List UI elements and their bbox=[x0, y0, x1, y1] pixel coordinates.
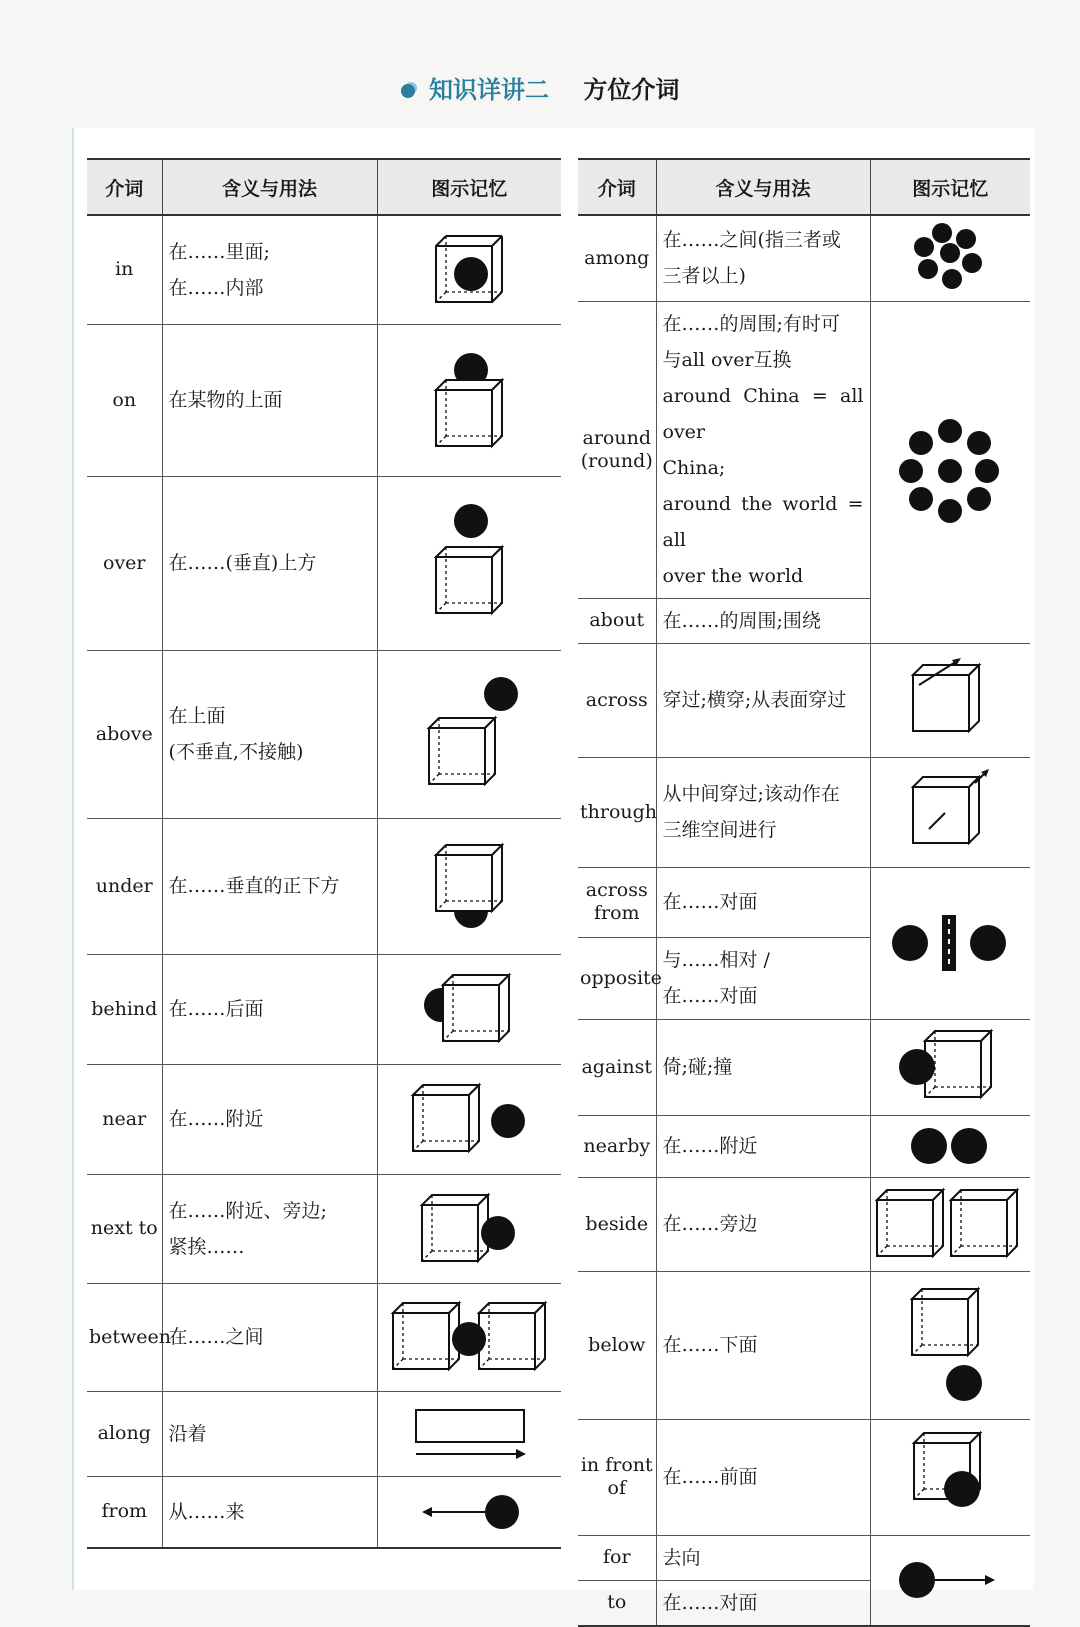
meaning-cell: 与……相对 / 在……对面 bbox=[656, 937, 870, 1019]
meaning-cell: 从……来 bbox=[162, 1476, 377, 1548]
header-icon: 图示记忆 bbox=[870, 159, 1030, 215]
preposition-table-right bbox=[578, 158, 1030, 1627]
prep-label: through bbox=[578, 757, 656, 867]
prep-label: from bbox=[87, 1476, 162, 1548]
illustration-among bbox=[870, 215, 1030, 301]
table-row bbox=[87, 324, 561, 476]
prep-label: behind bbox=[87, 954, 162, 1064]
ball-icon bbox=[454, 504, 488, 538]
illustration-behind bbox=[377, 954, 561, 1064]
table-row bbox=[87, 954, 561, 1064]
table-row bbox=[87, 476, 561, 650]
meaning-cell: 在……后面 bbox=[162, 954, 377, 1064]
table-row bbox=[87, 1174, 561, 1283]
meaning-cell: 在……下面 bbox=[656, 1271, 870, 1419]
meaning-cell: 去向 bbox=[656, 1535, 870, 1580]
meaning-cell: 在上面 (不垂直,不接触) bbox=[162, 650, 377, 818]
ball-icon bbox=[899, 1049, 935, 1085]
ball-icon bbox=[491, 1104, 525, 1138]
table-row bbox=[87, 1283, 561, 1391]
prep-label: beside bbox=[578, 1177, 656, 1271]
table-row bbox=[578, 1271, 1030, 1419]
ball-icon bbox=[481, 1216, 515, 1250]
prep-label: around (round) bbox=[578, 301, 656, 598]
meaning-cell: 在……之间(指三者或 三者以上) bbox=[656, 215, 870, 301]
table-row bbox=[578, 301, 1030, 598]
header-meaning: 含义与用法 bbox=[656, 159, 870, 215]
illustration-around bbox=[870, 301, 1030, 643]
illustration-from bbox=[377, 1476, 561, 1548]
meaning-cell: 在……垂直的正下方 bbox=[162, 818, 377, 954]
table-row bbox=[578, 215, 1030, 301]
illustration-against bbox=[870, 1019, 1030, 1115]
prep-label: in bbox=[87, 215, 162, 324]
table-row bbox=[578, 643, 1030, 757]
meaning-cell: 在……附近 bbox=[656, 1115, 870, 1177]
table-row bbox=[578, 1535, 1030, 1580]
ball-icon bbox=[454, 257, 488, 291]
ball-icon bbox=[452, 1322, 486, 1356]
prep-label: between bbox=[87, 1283, 162, 1391]
meaning-cell: 在……之间 bbox=[162, 1283, 377, 1391]
prep-label: near bbox=[87, 1064, 162, 1174]
illustration-opposite bbox=[870, 867, 1030, 1019]
meaning-cell: 在……附近、旁边; 紧挨…… bbox=[162, 1174, 377, 1283]
illustration-in bbox=[377, 215, 561, 324]
table-row bbox=[87, 215, 561, 324]
illustration-between bbox=[377, 1283, 561, 1391]
illustration-nearby bbox=[870, 1115, 1030, 1177]
header-meaning: 含义与用法 bbox=[162, 159, 377, 215]
meaning-cell: 在……对面 bbox=[656, 1580, 870, 1626]
meaning-cell: 在……的周围;围绕 bbox=[656, 598, 870, 643]
illustration-on bbox=[377, 324, 561, 476]
meaning-cell: 沿着 bbox=[162, 1391, 377, 1476]
illustration-along bbox=[377, 1391, 561, 1476]
table-row bbox=[578, 757, 1030, 867]
prep-label: in front of bbox=[578, 1419, 656, 1535]
ball-icon bbox=[485, 1495, 519, 1529]
illustration-below bbox=[870, 1271, 1030, 1419]
meaning-cell: 倚;碰;撞 bbox=[656, 1019, 870, 1115]
ball-icon bbox=[946, 1365, 982, 1401]
prep-label: above bbox=[87, 650, 162, 818]
meaning-cell: 在……里面; 在……内部 bbox=[162, 215, 377, 324]
prep-label: nearby bbox=[578, 1115, 656, 1177]
header-prep: 介词 bbox=[578, 159, 656, 215]
ball-icon bbox=[944, 1471, 980, 1507]
prep-label: below bbox=[578, 1271, 656, 1419]
meaning-cell: 在某物的上面 bbox=[162, 324, 377, 476]
table-row bbox=[87, 818, 561, 954]
prep-label: along bbox=[87, 1391, 162, 1476]
prep-label: among bbox=[578, 215, 656, 301]
prep-label: to bbox=[578, 1580, 656, 1626]
table-row bbox=[578, 1115, 1030, 1177]
header-icon: 图示记忆 bbox=[377, 159, 561, 215]
illustration-to bbox=[870, 1535, 1030, 1626]
meaning-cell: 在……附近 bbox=[162, 1064, 377, 1174]
prep-label: over bbox=[87, 476, 162, 650]
illustration-through bbox=[870, 757, 1030, 867]
title-topic: 方位介词 bbox=[583, 76, 680, 104]
ball-icon bbox=[484, 677, 518, 711]
meaning-cell: 在……旁边 bbox=[656, 1177, 870, 1271]
prep-label: against bbox=[578, 1019, 656, 1115]
table-row bbox=[87, 1476, 561, 1548]
header-prep: 介词 bbox=[87, 159, 162, 215]
prep-label: across bbox=[578, 643, 656, 757]
prep-label: for bbox=[578, 1535, 656, 1580]
illustration-across bbox=[870, 643, 1030, 757]
illustration-under bbox=[377, 818, 561, 954]
illustration-beside bbox=[870, 1177, 1030, 1271]
prep-label: under bbox=[87, 818, 162, 954]
preposition-table-left bbox=[87, 158, 561, 1549]
title-section: 知识详讲二 bbox=[429, 76, 549, 104]
prep-label: opposite bbox=[578, 937, 656, 1019]
illustration-in-front-of bbox=[870, 1419, 1030, 1535]
meaning-cell: 在……前面 bbox=[656, 1419, 870, 1535]
meaning-cell: 在……的周围;有时可 与all over互换 around China = all over China; around the world = all over the world bbox=[656, 301, 870, 598]
illustration-near bbox=[377, 1064, 561, 1174]
meaning-cell: 在……对面 bbox=[656, 867, 870, 937]
illustration-over bbox=[377, 476, 561, 650]
table-row bbox=[578, 1419, 1030, 1535]
table-row bbox=[578, 1019, 1030, 1115]
table-row bbox=[87, 1391, 561, 1476]
meaning-cell: 穿过;横穿;从表面穿过 bbox=[656, 643, 870, 757]
page-title bbox=[0, 70, 1080, 105]
meaning-cell: 从中间穿过;该动作在 三维空间进行 bbox=[656, 757, 870, 867]
meaning-cell: 在……(垂直)上方 bbox=[162, 476, 377, 650]
table-row bbox=[578, 1177, 1030, 1271]
prep-label: next to bbox=[87, 1174, 162, 1283]
table-row bbox=[87, 1064, 561, 1174]
prep-label: on bbox=[87, 324, 162, 476]
table-row bbox=[87, 650, 561, 818]
illustration-above bbox=[377, 650, 561, 818]
illustration-next-to bbox=[377, 1174, 561, 1283]
prep-label: across from bbox=[578, 867, 656, 937]
ball-icon bbox=[899, 1562, 935, 1598]
table-row bbox=[578, 867, 1030, 937]
prep-label: about bbox=[578, 598, 656, 643]
bullet-icon bbox=[401, 84, 415, 98]
